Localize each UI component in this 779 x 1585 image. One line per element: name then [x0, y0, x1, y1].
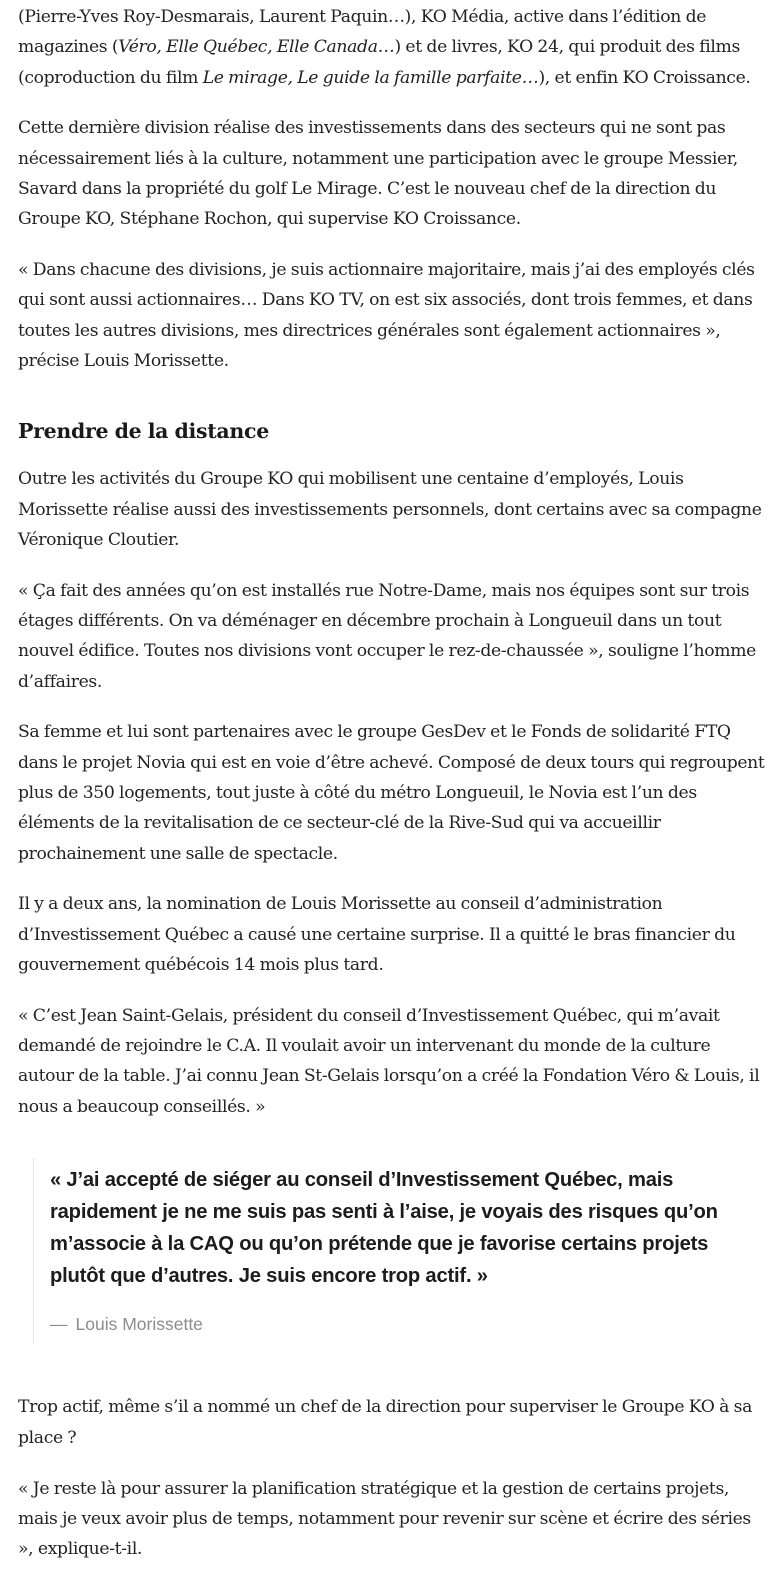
article-body	[18, 0, 770, 1585]
paragraph-text: (Pierre-Yves Roy-Desmarais, Laurent Paquin…), KO Média, active dans l’édition de magazines (	[18, 7, 707, 58]
paragraph-planification-quote: « Je reste là pour assurer la planification stratégique et la gestion de certains projets, mais je veux avoir plus de temps, notamment pour revenir sur scène et écrire des séries », explique-t-il.	[18, 1478, 751, 1560]
pull-quote	[33, 1158, 770, 1345]
attribution-dash: —	[50, 1314, 68, 1335]
attribution-author: Louis Morissette	[75, 1314, 203, 1335]
pull-quote-attribution	[50, 1312, 760, 1336]
paragraph-trop-actif: Trop actif, même s’il a nommé un chef de la direction pour superviser le Groupe KO à sa place ?	[18, 1397, 753, 1448]
pull-quote-text: « J’ai accepté de siéger au conseil d’Investissement Québec, mais rapidement je ne me suis pas senti à l’aise, je voyais des risques qu’on m’associe à la CAQ ou qu’on prétende que je favorise certains projets plutôt que d’autres. Je suis encore trop actif. »	[50, 1168, 718, 1287]
section-heading: Prendre de la distance	[18, 419, 269, 444]
paragraph-text: ) et de livres, KO 24, qui produit des films (coproduction du film	[18, 37, 740, 88]
paragraph-actionnaires-quote: « Dans chacune des divisions, je suis actionnaire majoritaire, mais j’ai des employés clés qui sont aussi actionnaires… Dans KO TV, on est six associés, dont trois femmes, et dans toutes les autres divisions, mes directrices générales sont également actionnaires », précise Louis Morissette.	[18, 260, 755, 371]
paragraph-text: ), et enfin KO Croissance.	[538, 67, 751, 88]
paragraph-saint-gelais-quote: « C’est Jean Saint-Gelais, président du conseil d’Investissement Québec, qui m’avait demandé de rejoindre le C.A. Il voulait avoir un intervenant du monde de la culture autour de la table. J’ai connu Jean St-Gelais lorsqu’on a créé la Fondation Véro & Louis, il nous a beaucoup conseillés. »	[18, 1005, 760, 1117]
paragraph-investissements: Outre les activités du Groupe KO qui mobilisent une centaine d’employés, Louis Morissette réalise aussi des investissements personnels, dont certains avec sa compagne Véronique Cloutier.	[18, 469, 762, 550]
film-titles: Le mirage, Le guide la famille parfaite…	[202, 67, 539, 88]
paragraph-ko-divisions	[18, 2, 770, 93]
paragraph-demenagement-quote: « Ça fait des années qu’on est installés rue Notre-Dame, mais nos équipes sont sur trois étages différents. On va déménager en décembre prochain à Longueuil dans un tout nouvel édifice. Toutes nos divisions vont occuper le rez-de-chaussée », souligne l’homme d’affaires.	[18, 580, 756, 692]
paragraph-ko-croissance: Cette dernière division réalise des investissements dans des secteurs qui ne sont pas nécessairement liés à la culture, notamment une participation avec le groupe Messier, Savard dans la propriété du golf Le Mirage. C’est le nouveau chef de la direction du Groupe KO, Stéphane Rochon, qui supervise KO Croissance.	[18, 118, 738, 230]
magazine-titles: Véro, Elle Québec, Elle Canada…	[118, 37, 395, 58]
paragraph-investissement-quebec: Il y a deux ans, la nomination de Louis Morissette au conseil d’administration d’Investissement Québec a causé une certaine surprise. Il a quitté le bras financier du gouvernement québécois 14 mois plus tard.	[18, 894, 736, 975]
paragraph-projet-novia: Sa femme et lui sont partenaires avec le groupe GesDev et le Fonds de solidarité FTQ dans le projet Novia qui est en voie d’être achevé. Composé de deux tours qui regroupent plus de 350 logements, tout juste à côté du métro Longueuil, le Novia est l’un des éléments de la revitalisation de ce secteur-clé de la Rive-Sud qui va accueillir prochainement une salle de spectacle.	[18, 722, 765, 864]
